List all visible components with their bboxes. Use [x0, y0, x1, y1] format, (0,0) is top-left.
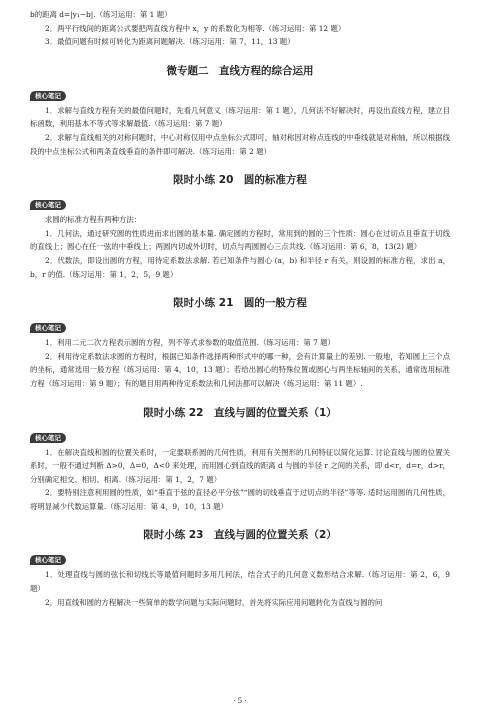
paragraph: 2．利用待定系数法求圆的方程时，根据已知条件选择两种形式中的哪一种，会有计算量上的差别. 一般地，若知圆上三个点的坐标，通常选用一般方程（练习运用：第 4，10，13 题）；若给出圆心的特殊位置或圆心与两坐标轴间的关系，通常选用标准方程（练习运用：第 9 题）；有的题目用两种待定系数法和几何法都可以解决（练习运用：第 11 题）. — [30, 351, 450, 388]
intro-line: 3．最值问题有时候可转化为距离问题解决.（练习运用：第 7，11，13 题） — [45, 37, 295, 47]
page-number: · 5 · — [233, 697, 247, 705]
core-notes-badge: 核心笔记 — [30, 555, 66, 565]
core-notes-badge: 核心笔记 — [30, 323, 66, 333]
section-lesson-20 — [30, 172, 450, 281]
paragraph: 2．用直线和圆的方程解决一些简单的数学问题与实际问题时，首先将实际应用问题转化为直线与圆的问 — [45, 597, 383, 607]
intro-line: b的距离 d=|y₁−b|.（练习运用：第 1 题） — [30, 10, 172, 19]
core-notes-badge: 核心笔记 — [30, 433, 66, 443]
paragraph: 1．处理直线与圆的弦长和切线长等最值问题时多用几何法，结合式子的几何意义数形结合求解.（练习运用：第 2，6，9 题） — [30, 570, 450, 594]
paragraph: 1．利用二元二次方程表示圆的方程，列不等式求参数的取值范围.（练习运用：第 7 题） — [45, 338, 335, 348]
section-title: 微专题二 直线方程的综合运用 — [166, 64, 314, 77]
section-lesson-22 — [30, 405, 450, 514]
section-title: 限时小练 22 直线与圆的位置关系（1） — [143, 406, 337, 419]
section-lesson-23 — [30, 527, 450, 609]
section-title: 限时小练 21 圆的一般方程 — [173, 297, 307, 310]
section-title: 限时小练 20 圆的标准方程 — [173, 174, 307, 187]
paragraph: 2．求解与直线相关的对称问题时，中心对称仅用中点坐标公式即可，轴对称因对称点连线的中垂线就是对称轴，所以根据线段的中点坐标公式和两条直线垂直的条件即可解决.（练习运用：第 2 题） — [30, 132, 450, 156]
paragraph: 1．几何法，通过研究圆的性质进而求出圆的基本量. 确定圆的方程时，常用到的圆的三个性质：圆心在过切点且垂直于切线的直线上；圆心在任一弦的中垂线上；两圆内切或外切时，切点与两圆圆心三点共线.（练习运用：第 6，8，13(2) 题） — [30, 228, 450, 252]
paragraph: 求圆的标准方程有两种方法： — [45, 215, 142, 225]
paragraph: 2．代数法，即设出圆的方程，用待定系数法求解. 若已知条件与圆心 (a，b) 和半径 r 有关，则设圆的标准方程，求出 a，b，r 的值.（练习运用：第 1，2，5，9 题） — [30, 255, 450, 279]
core-notes-badge: 核心笔记 — [30, 91, 66, 101]
core-notes-badge: 核心笔记 — [30, 200, 66, 210]
paragraph: 1．在解决直线和圆的位置关系时，一定要联系圆的几何性质，利用有关图形的几何特征以简化运算. 讨论直线与圆的位置关系时，一般不通过判断 Δ>0，Δ=0，Δ<0 来处理，而用圆心到直线的距离 d 与圆的半径 r 之间的关系，即 d<r，d=r，d>r，分别确定相交、相切、相离.（练习运用：第 1，2，7 题） — [30, 447, 450, 484]
section-title: 限时小练 23 直线与圆的位置关系（2） — [143, 529, 337, 542]
section-lesson-21 — [30, 295, 450, 390]
paragraph: 1．求解与直线方程有关的最值问题时，先看几何意义（练习运用：第 1 题），几何法不好解决时，再设出直线方程，建立目标函数，利用基本不等式等求解最值.（练习运用：第 7 题） — [30, 105, 450, 129]
paragraph: 2．要特别注意利用圆的性质，如“垂直于弦的直径必平分弦”“圆的切线垂直于过切点的半径”等等. 适时运用圆的几何性质，将明显减少代数运算量.（练习运用：第 4，9，10，13 题） — [30, 488, 450, 511]
intro-line: 2．两平行线间的距离公式要把两直线方程中 x，y 的系数化为相等.（练习运用：第 12 题） — [45, 23, 346, 33]
section-zhuanti-2 — [30, 63, 450, 158]
